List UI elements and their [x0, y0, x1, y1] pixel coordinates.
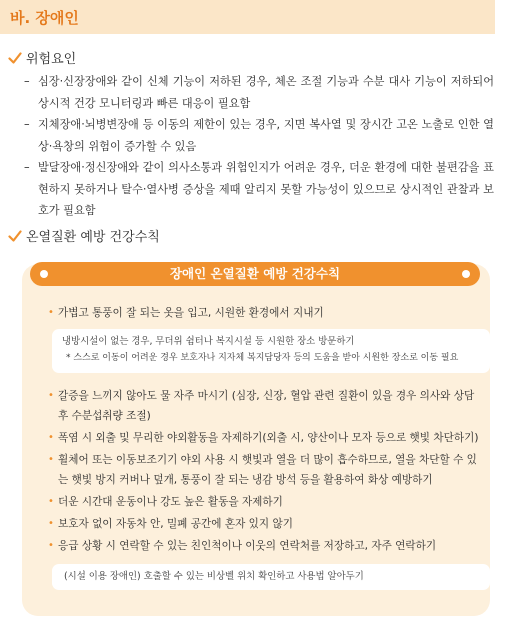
list-item: – 발달장애·정신장애와 같이 의사소통과 위험인지가 어려운 경우, 더운 환경에 대한 불편감을 표현하지 못하거나 탈수·열사병 증상을 제때 알리지 못할 가능성이 있으므로 상시적인 관찰과 보호가 필요함: [24, 161, 494, 217]
bullet-icon: •: [48, 518, 54, 529]
section-title: 바. 장애인: [10, 8, 79, 27]
card-title: 장애인 온열질환 예방 건강수칙: [169, 266, 341, 281]
note-box: (시설 이용 장애인) 호출할 수 있는 비상벨 위치 확인하고 사용법 알아두기: [52, 564, 490, 590]
bullet-icon: •: [48, 432, 54, 443]
bullet-icon: •: [48, 540, 54, 551]
tip-item: • 더운 시간대 운동이나 강도 높은 활동을 자제하기: [48, 492, 483, 512]
tip-item: • 응급 상황 시 연락할 수 있는 친인척이나 이웃의 연락처를 저장하고, 자주 연락하기: [48, 536, 483, 556]
bullet-icon: •: [48, 390, 54, 401]
list-item: – 지체장애·뇌병변장애 등 이동의 제한이 있는 경우, 지면 복사열 및 장시간 고온 노출로 인한 열상·욕창의 위험이 증가할 수 있음: [24, 118, 494, 153]
tip-item: • 갈증을 느끼지 않아도 물 자주 마시기 (심장, 신장, 혈압 관련 질환이 있을 경우 의사와 상담 후 수분섭취량 조절): [48, 386, 483, 426]
prevention-heading-label: 온열질환 예방 건강수칙: [26, 230, 160, 245]
risk-heading-label: 위험요인: [26, 52, 77, 67]
check-icon: [8, 51, 22, 65]
card-title-bar: [30, 262, 480, 286]
risk-list: [24, 71, 494, 222]
bullet-icon: •: [48, 454, 54, 465]
tip-item: • 휠체어 또는 이동보조기기 야외 사용 시 햇빛과 열을 더 많이 흡수하므로, 열을 차단할 수 있는 햇빛 방지 커버나 덮개, 통풍이 잘 되는 냉감 방석 등을 활용하여 화상 예방하기: [48, 450, 483, 490]
section-header: [0, 0, 495, 34]
note-box: 냉방시설이 없는 경우, 무더위 쉼터나 복지시설 등 시원한 장소 방문하기 * 스스로 이동이 어려운 경우 보호자나 지자체 복지담당자 등의 도움을 받아 시원한 장소로 이동 필요: [52, 329, 490, 373]
tip-item: • 폭염 시 외출 및 무리한 야외활동을 자제하기(외출 시, 양산이나 모자 등으로 햇빛 차단하기): [48, 428, 483, 448]
check-icon: [8, 229, 22, 243]
list-item: – 심장·신장장애와 같이 신체 기능이 저하된 경우, 체온 조절 기능과 수분 대사 기능이 저하되어 상시적 건강 모니터링과 빠른 대응이 필요함: [24, 75, 494, 110]
bullet-icon: •: [48, 307, 54, 318]
prevention-heading: [8, 226, 160, 245]
bullet-icon: •: [48, 496, 54, 507]
tip-item: • 보호자 없이 자동차 안, 밀폐 공간에 혼자 있지 않기: [48, 514, 483, 534]
risk-heading: [8, 48, 76, 67]
tip-item: • 가볍고 통풍이 잘 되는 옷을 입고, 시원한 환경에서 지내기: [48, 303, 483, 323]
